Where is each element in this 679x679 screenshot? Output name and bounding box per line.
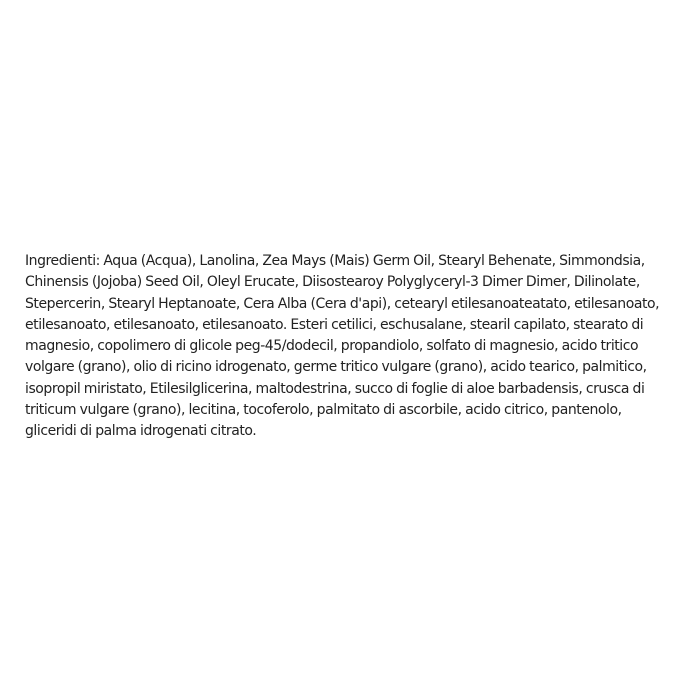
ingredients-line-7: isopropil miristato, Etilesilglicerina, maltodestrina, succo di foglie di aloe barbadensis, crusca di: [25, 380, 645, 397]
ingredients-label: Ingredienti:: [25, 253, 100, 269]
ingredients-line-1: [25, 251, 665, 272]
ingredients-line-5: magnesio, copolimero di glicole peg-45/dodecil, propandiolo, solfato di magnesio, acido tritico: [25, 338, 639, 355]
ingredients-line-3: Stepercerin, Stearyl Heptanoate, Cera Alba (Cera d'api), cetearyl etilesanoateatato, etilesanoato,: [25, 295, 660, 312]
ingredients-line-2: Chinensis (Jojoba) Seed Oil, Oleyl Erucate, Diisostearoy Polyglyceryl-3 Dimer Dimer, Dilinolate,: [25, 274, 640, 291]
ingredients-line-4: etilesanoato, etilesanoato, etilesanoato. Esteri cetilici, eschusalane, stearil capilato, stearato di: [25, 316, 644, 333]
ingredients-line-text: Aqua (Acqua), Lanolina, Zea Mays (Mais) Germ Oil, Stearyl Behenate, Simmondsia,: [99, 253, 645, 269]
ingredients-line-8: triticum vulgare (grano), lecitina, tocoferolo, palmitato di ascorbile, acido citrico, pantenolo,: [25, 402, 622, 419]
ingredients-line-9: gliceridi di palma idrogenati citrato.: [25, 423, 257, 440]
ingredients-line-6: volgare (grano), olio di ricino idrogenato, germe tritico vulgare (grano), acido tearico, palmitico,: [25, 359, 647, 376]
ingredients-text: [25, 251, 665, 443]
